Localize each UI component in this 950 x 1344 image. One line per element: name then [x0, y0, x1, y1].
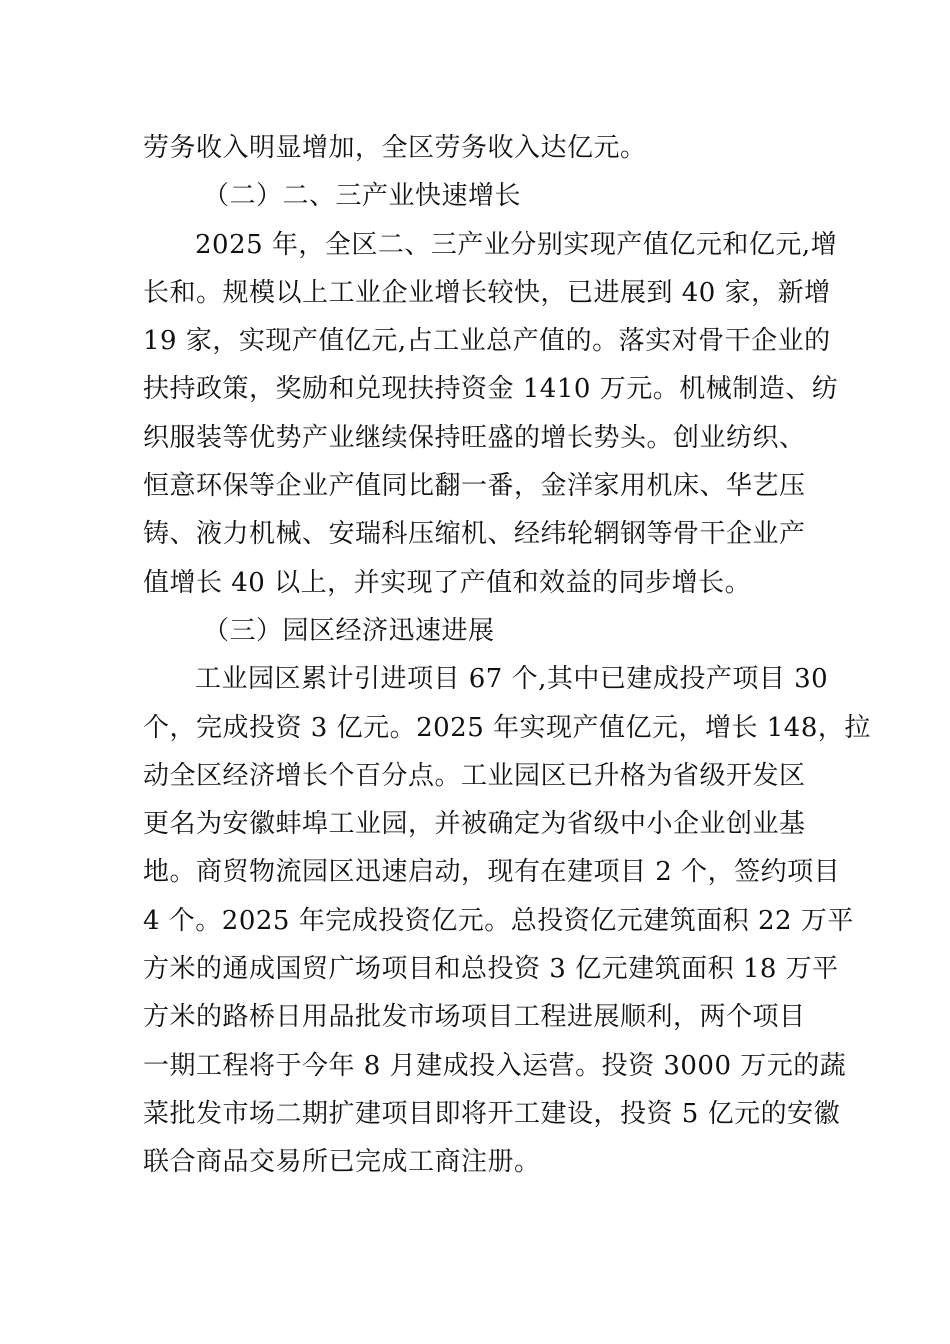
paragraph-line: 长和。规模以上工业企业增长较快，已进展到 40 家，新增 [143, 277, 831, 308]
paragraph-line: 动全区经济增长个百分点。工业园区已升格为省级开发区 [143, 760, 806, 791]
document-body [143, 124, 871, 1187]
paragraph-line: 地。商贸物流园区迅速启动，现有在建项目 2 个，签约项目 [143, 857, 841, 888]
paragraph-line: 联合商品交易所已完成工商注册。 [143, 1147, 541, 1178]
paragraph-line: 一期工程将于今年 8 月建成投入运营。投资 3000 万元的蔬 [143, 1050, 847, 1081]
paragraph-line: 个，完成投资 3 亿元。2025 年实现产值亿元，增长 148，拉 [143, 712, 871, 743]
paragraph-line: 19 家，实现产值亿元,占工业总产值的。落实对骨干企业的 [143, 326, 831, 357]
paragraph-line: 工业园区累计引进项目 67 个,其中已建成投产项目 30 [195, 664, 829, 695]
paragraph-line: 恒意环保等企业产值同比翻一番，金洋家用机床、华艺压 [143, 471, 806, 502]
paragraph-line: 方米的通成国贸广场项目和总投资 3 亿元建筑面积 18 万平 [143, 954, 839, 985]
section-heading-secondary-tertiary-industry: （二）二、三产业快速增长 [203, 181, 522, 212]
paragraph-line: 菜批发市场二期扩建项目即将开工建设，投资 5 亿元的安徽 [143, 1098, 841, 1129]
paragraph-line: 方米的路桥日用品批发市场项目工程进展顺利，两个项目 [143, 1002, 806, 1033]
paragraph-line: 更名为安徽蚌埠工业园，并被确定为省级中小企业创业基 [143, 809, 806, 840]
paragraph-line: 铸、液力机械、安瑞科压缩机、经纬轮辋钢等骨干企业产 [143, 519, 806, 550]
paragraph-line: 2025 年，全区二、三产业分别实现产值亿元和亿元,增 [195, 229, 838, 260]
paragraph-line: 织服装等优势产业继续保持旺盛的增长势头。创业纺织、 [143, 422, 806, 453]
paragraph-line: 值增长 40 以上，并实现了产值和效益的同步增长。 [143, 567, 752, 598]
section-heading-park-economy: （三）园区经济迅速进展 [203, 615, 495, 646]
paragraph-line: 扶持政策，奖励和兑现扶持资金 1410 万元。机械制造、纺 [143, 374, 839, 405]
paragraph-line: 4 个。2025 年完成投资亿元。总投资亿元建筑面积 22 万平 [143, 905, 854, 936]
paragraph-line: 劳务收入明显增加，全区劳务收入达亿元。 [143, 133, 647, 163]
